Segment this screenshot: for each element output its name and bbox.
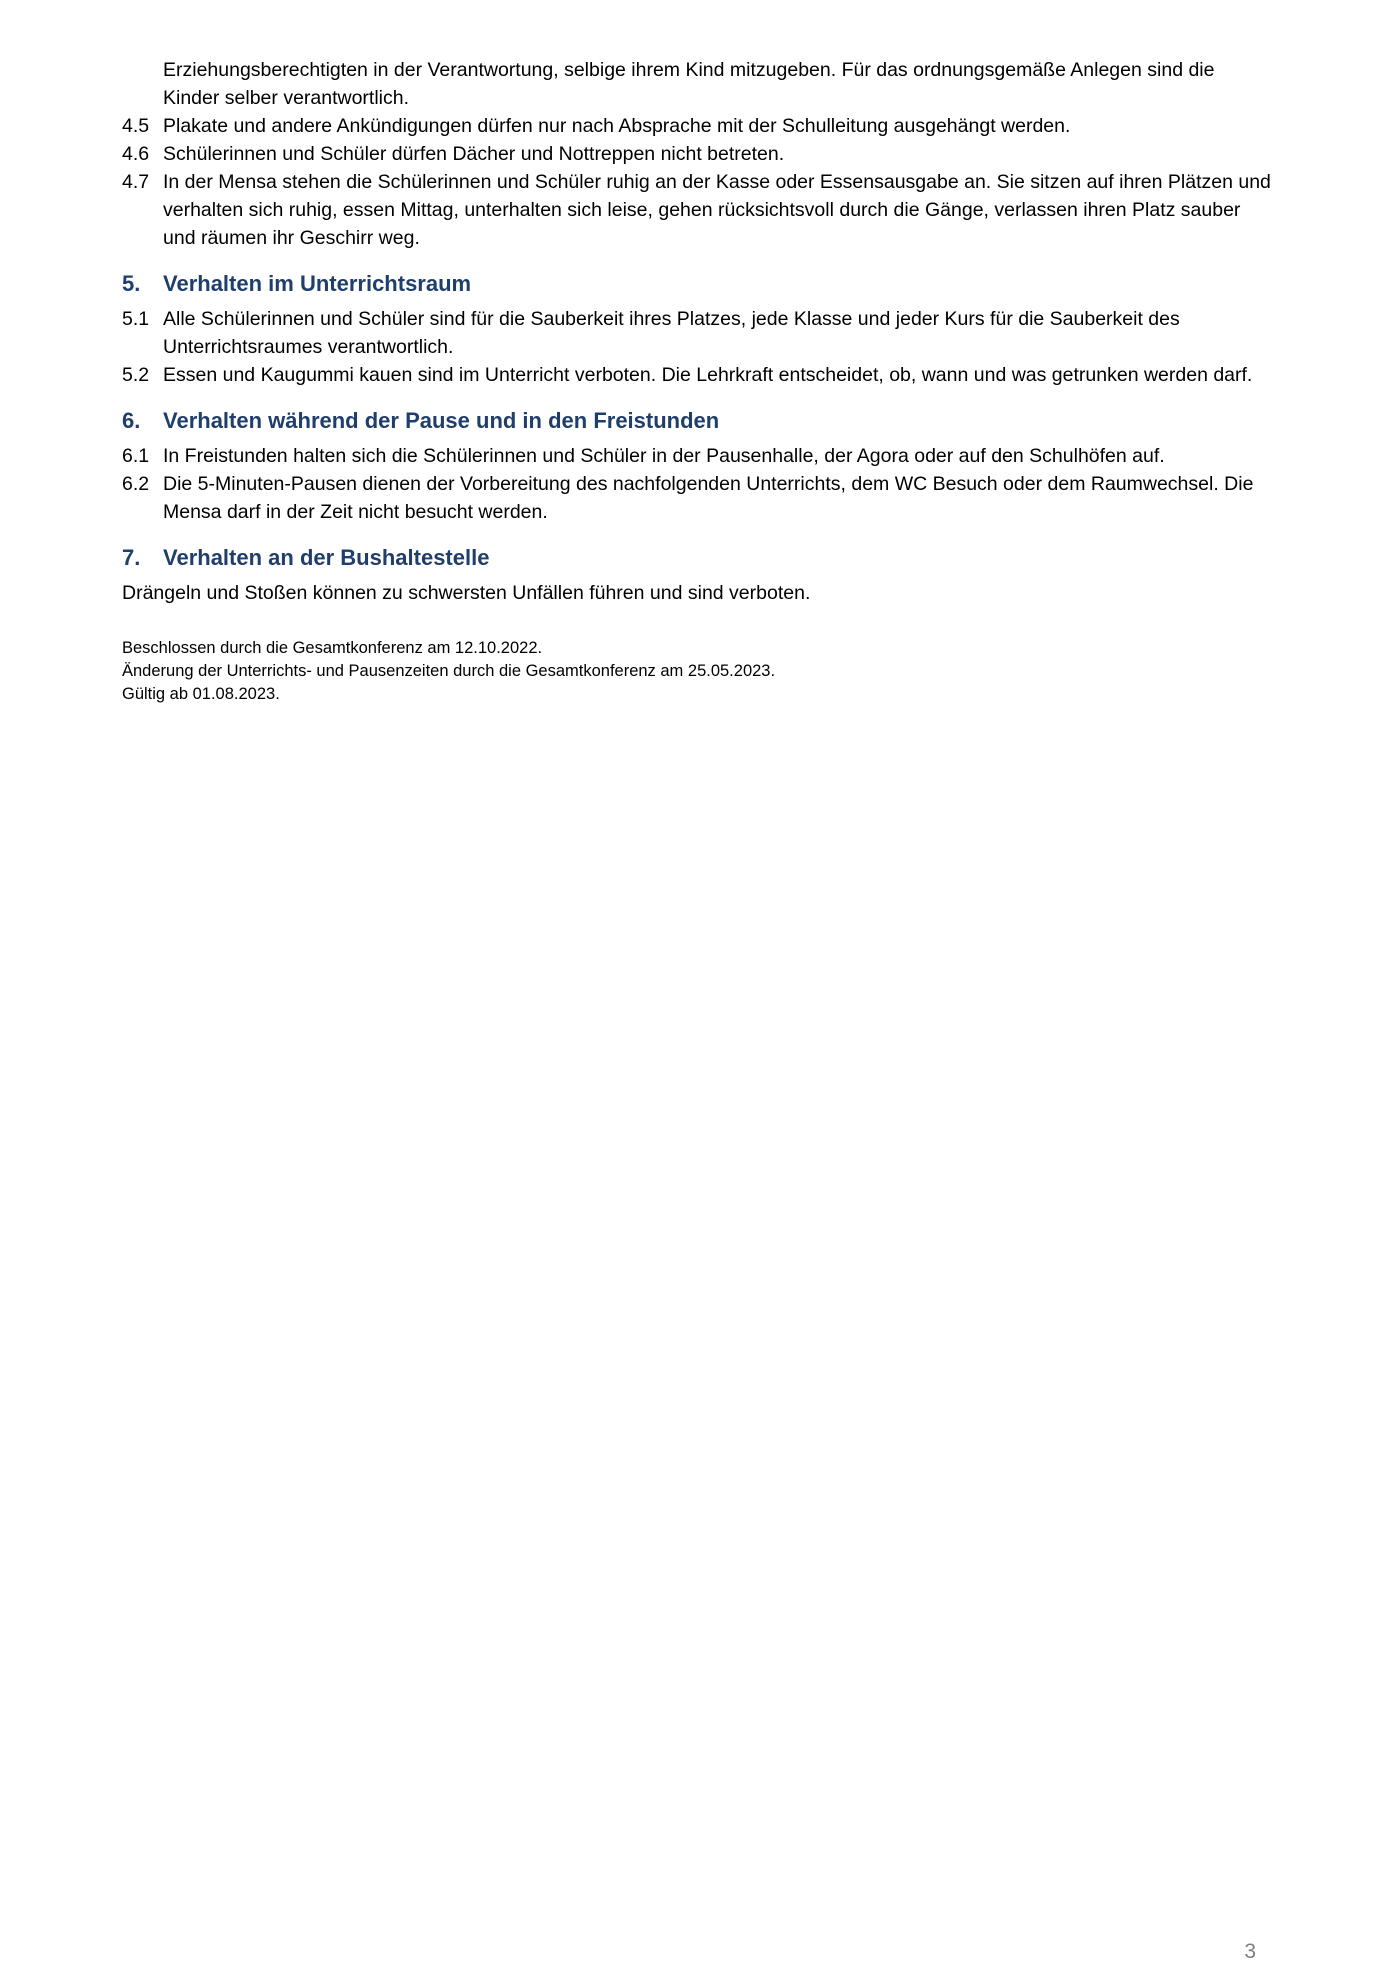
list-item-5-2: [122, 361, 1272, 389]
section-heading-5: [122, 269, 1272, 298]
list-item-number: 4.6: [122, 143, 150, 165]
section-number: 5.: [122, 271, 141, 296]
list-item-text: Essen und Kaugummi kauen sind im Unterricht verboten. Die Lehrkraft entscheidet, ob, wann und was getrunken werden darf.: [163, 364, 1253, 386]
list-item-4-6: [122, 140, 1272, 168]
section-heading-6: [122, 406, 1272, 435]
list-item-text: In Freistunden halten sich die Schülerinnen und Schüler in der Pausenhalle, der Agora oder auf den Schulhöfen auf.: [163, 445, 1165, 467]
list-item-4-5: [122, 112, 1272, 140]
footer-note-line: Gültig ab 01.08.2023.: [122, 685, 280, 703]
list-item-number: 6.1: [122, 445, 150, 467]
list-item-6-1: [122, 442, 1272, 470]
list-item-6-2: [122, 470, 1272, 526]
list-item-text: Die 5-Minuten-Pausen dienen der Vorbereitung des nachfolgenden Unterrichts, dem WC Besuch oder dem Raumwechsel. Die Mensa darf in der Zeit nicht besucht werden.: [163, 473, 1254, 523]
section-7-paragraph: Drängeln und Stoßen können zu schwersten Unfällen führen und sind verboten.: [122, 582, 811, 604]
footer-note-line: Änderung der Unterrichts- und Pausenzeiten durch die Gesamtkonferenz am 25.05.2023.: [122, 662, 776, 680]
list-item-text: In der Mensa stehen die Schülerinnen und Schüler ruhig an der Kasse oder Essensausgabe an. Sie sitzen auf ihren Plätzen und verhalten sich ruhig, essen Mittag, unterhalten sich leise, gehen rücksichtsvoll durch die Gänge, verlassen ihren Platz sauber und räumen ihr Geschirr weg.: [163, 171, 1271, 249]
list-item-4-7: [122, 168, 1272, 252]
list-item-number: 4.5: [122, 115, 150, 137]
list-item-text: Plakate und andere Ankündigungen dürfen nur nach Absprache mit der Schulleitung ausgehängt werden.: [163, 115, 1071, 137]
page-number: 3: [1244, 1940, 1256, 1963]
section-title: Verhalten im Unterrichtsraum: [163, 271, 472, 296]
continuation-paragraph: Erziehungsberechtigten in der Verantwortung, selbige ihrem Kind mitzugeben. Für das ordnungsgemäße Anlegen sind die Kinder selber verantwortlich.: [163, 59, 1215, 109]
section-number: 6.: [122, 408, 141, 433]
section-title: Verhalten an der Bushaltestelle: [163, 545, 490, 570]
page-content: [122, 56, 1272, 706]
list-item-text: Schülerinnen und Schüler dürfen Dächer und Nottreppen nicht betreten.: [163, 143, 785, 165]
list-item-5-1: [122, 305, 1272, 361]
section-heading-7: [122, 543, 1272, 572]
list-item-number: 5.1: [122, 308, 150, 330]
list-item-text: Alle Schülerinnen und Schüler sind für die Sauberkeit ihres Platzes, jede Klasse und jeder Kurs für die Sauberkeit des Unterrichtsraumes verantwortlich.: [163, 308, 1180, 358]
list-item-number: 6.2: [122, 473, 150, 495]
section-title: Verhalten während der Pause und in den Freistunden: [163, 408, 720, 433]
footer-notes: [122, 637, 1272, 706]
footer-note-line: Beschlossen durch die Gesamtkonferenz am 12.10.2022.: [122, 639, 543, 657]
list-item-number: 4.7: [122, 171, 150, 193]
section-number: 7.: [122, 545, 141, 570]
list-item-number: 5.2: [122, 364, 150, 386]
